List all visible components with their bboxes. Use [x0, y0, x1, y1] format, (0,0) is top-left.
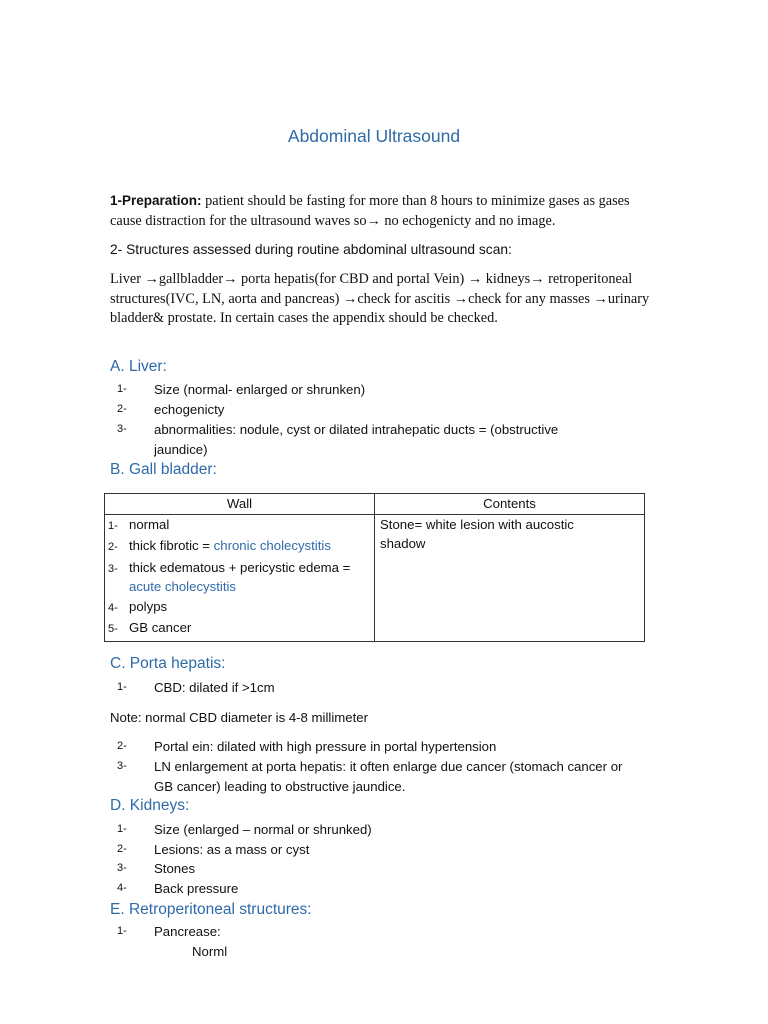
list-item: [117, 380, 637, 400]
preparation-text: patient should be fasting for more than 8 hours to minimize gases as gases cause distraction for the ultrasound waves so→ no echogenicty and no image.: [110, 193, 630, 229]
item-number: 5-: [108, 623, 118, 635]
item-text: abnormalities: nodule, cyst or dilated intrahepatic ducts = (obstructive jaundice): [154, 422, 559, 457]
wall-cell: [105, 514, 375, 641]
item-text: Pancrease:: [154, 924, 221, 939]
wall-item: [108, 536, 369, 558]
item-text: GB cancer: [129, 620, 192, 635]
diagnosis-text: acute cholecystitis: [129, 579, 237, 594]
item-text: polyps: [129, 598, 168, 614]
section-gallbladder-heading: B. Gall bladder:: [110, 461, 217, 478]
item-text: normal: [129, 516, 170, 532]
list-item: [117, 420, 607, 459]
diagnosis-text: chronic cholecystitis: [213, 538, 331, 553]
item-text: thick edematous + pericystic edema =: [129, 559, 351, 575]
item-number: 1-: [117, 925, 127, 937]
item-number: 3-: [117, 862, 127, 874]
item-number: 3-: [108, 562, 118, 575]
contents-cell: Stone= white lesion with aucostic shadow: [375, 514, 645, 641]
item-number: 1-: [117, 823, 127, 835]
item-text: LN enlargement at porta hepatis: it often enlarge due cancer (stomach cancer or GB cancer) leading to obstructive jaundice.: [154, 759, 623, 794]
section-kidneys-heading: D. Kidneys:: [110, 797, 190, 814]
item-text: Back pressure: [154, 881, 239, 896]
list-item: [117, 820, 637, 840]
item-number: 1-: [117, 681, 127, 693]
list-item: [117, 737, 637, 757]
item-number: 3-: [117, 760, 127, 772]
item-number: 1-: [117, 383, 127, 395]
column-header-contents: Contents: [375, 494, 645, 515]
list-item: [117, 757, 632, 796]
list-item: [117, 879, 637, 899]
gallbladder-table: [104, 493, 645, 642]
section-porta-hepatis-heading: C. Porta hepatis:: [110, 655, 226, 672]
list-item: [117, 678, 637, 698]
section-retroperitoneal-heading: E. Retroperitoneal structures:: [110, 901, 312, 918]
sub-item-text: Norml: [192, 944, 228, 959]
item-text: Size (enlarged – normal or shrunked): [154, 822, 372, 837]
item-number: 2-: [117, 403, 127, 415]
item-text: Lesions: as a mass or cyst: [154, 842, 310, 857]
item-number: 4-: [108, 601, 118, 614]
wall-item: [108, 515, 369, 537]
list-item: [117, 840, 637, 860]
preparation-paragraph: [110, 191, 650, 231]
item-number: 2-: [117, 843, 127, 855]
list-item: [117, 922, 637, 942]
item-text: echogenicty: [154, 402, 225, 417]
item-text: Stones: [154, 861, 196, 876]
item-text: Size (normal- enlarged or shrunken): [154, 382, 366, 397]
item-number: 2-: [108, 541, 118, 553]
wall-item: [108, 618, 369, 640]
preparation-label: 1-Preparation:: [110, 193, 202, 208]
wall-item: [108, 597, 369, 619]
item-number: 2-: [117, 740, 127, 752]
list-item: [117, 859, 637, 879]
page-title: Abdominal Ultrasound: [287, 126, 461, 146]
wall-item: [108, 558, 369, 597]
item-text: CBD: dilated if >1cm: [154, 680, 275, 695]
column-header-wall: Wall: [105, 494, 375, 515]
section-liver-heading: A. Liver:: [110, 358, 167, 375]
note-text: Note: normal CBD diameter is 4-8 millimeter: [110, 710, 368, 725]
structures-paragraph: Liver →gallbladder→ porta hepatis(for CBD and portal Vein) → kidneys→ retroperitoneal structures(IVC, LN, aorta and pancreas) →check for ascitis →check for any masses →urinary bladder& prostate. In certain cases the appendix should be checked.: [110, 271, 650, 326]
item-number: 4-: [117, 882, 127, 894]
item-number: 1-: [108, 519, 118, 532]
structures-heading: 2- Structures assessed during routine abdominal ultrasound scan:: [110, 242, 512, 257]
item-text: thick fibrotic =: [129, 538, 214, 553]
item-text: Portal ein: dilated with high pressure in portal hypertension: [154, 739, 497, 754]
item-number: 3-: [117, 423, 127, 435]
list-item: [117, 400, 637, 420]
